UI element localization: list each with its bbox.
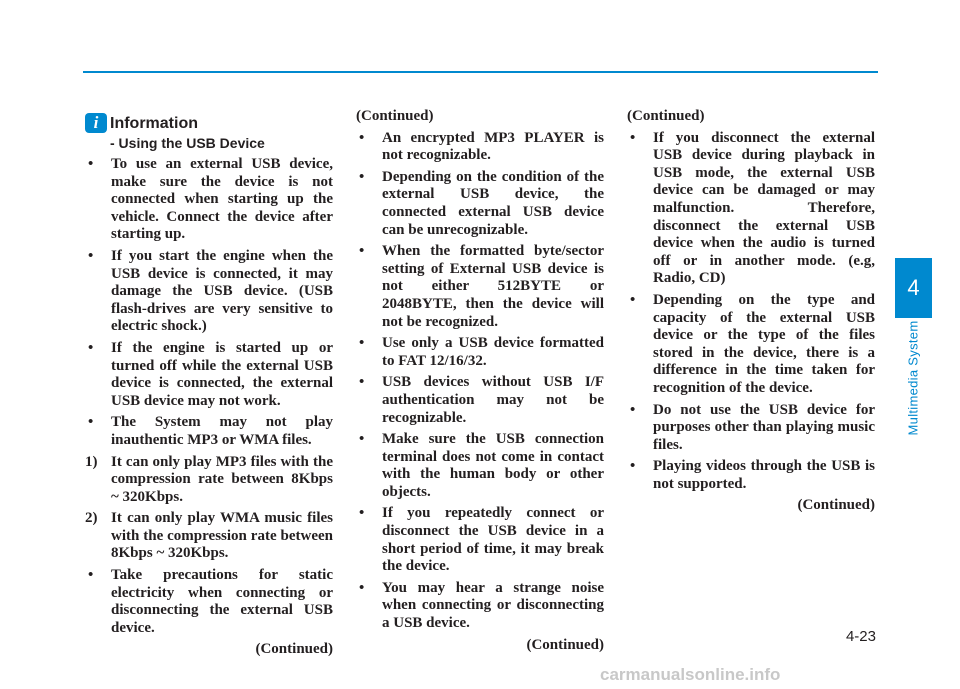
list-bullet: • bbox=[359, 335, 365, 352]
list-item-text: It can only play MP3 files with the compression rate between 8Kbps ~ 320Kbps. bbox=[111, 453, 333, 505]
list-bullet: • bbox=[359, 505, 365, 522]
list-item bbox=[85, 454, 333, 507]
list-bullet: • bbox=[359, 579, 365, 596]
column-2 bbox=[356, 108, 604, 654]
continued-note: (Continued) bbox=[797, 497, 875, 514]
list-item-text: When the formatted byte/sector setting of External USB device is not either 512BYTE or 2048BYTE, then the device will not be recognized. bbox=[382, 243, 604, 330]
list-item-text: To use an external USB device, make sure the device is not connected when starting up the vehicle. Connect the device after starting up. bbox=[111, 156, 333, 243]
list-item bbox=[85, 248, 333, 336]
list-item bbox=[356, 580, 604, 633]
list-item-text: Playing videos through the USB is not supported. bbox=[653, 458, 875, 492]
list-bullet: • bbox=[88, 247, 94, 264]
list-bullet: • bbox=[359, 168, 365, 185]
list-item bbox=[627, 402, 875, 455]
list-item-text: If you repeatedly connect or disconnect the USB device in a short period of time, it may break the device. bbox=[382, 505, 604, 575]
list-item bbox=[356, 335, 604, 370]
list-item-text: Use only a USB device formatted to FAT 12/16/32. bbox=[382, 335, 604, 369]
list-item-text: If the engine is started up or turned off while the external USB device is connected, the external USB device may not work. bbox=[111, 339, 333, 409]
list-item bbox=[356, 431, 604, 501]
list-item bbox=[627, 130, 875, 288]
list-item bbox=[85, 414, 333, 449]
list-item bbox=[85, 340, 333, 410]
watermark: carmanualsonline.info bbox=[600, 665, 781, 684]
list-bullet: • bbox=[359, 243, 365, 260]
list-item-text: You may hear a strange noise when connecting or disconnecting a USB device. bbox=[382, 579, 604, 632]
info-icon: i bbox=[85, 113, 107, 133]
list-item-text: Do not use the USB device for purposes other than playing music files. bbox=[653, 401, 875, 453]
list-item-text: Depending on the condition of the external USB device, the connected external USB device can be unrecognizable. bbox=[382, 168, 604, 238]
info-header bbox=[85, 114, 333, 134]
list-bullet: 1) bbox=[85, 453, 98, 470]
list-item bbox=[356, 243, 604, 331]
continued-note: (Continued) bbox=[255, 641, 333, 658]
list-item-text: USB devices without USB I/F authentication may not be recognizable. bbox=[382, 374, 604, 426]
chapter-tab[interactable]: 4 bbox=[895, 258, 932, 318]
chapter-label: Multimedia System bbox=[905, 320, 921, 436]
list-item bbox=[627, 458, 875, 493]
list-bullet: 2) bbox=[85, 510, 98, 527]
list-item bbox=[356, 374, 604, 427]
list-item bbox=[356, 505, 604, 575]
list-bullet: • bbox=[88, 339, 94, 356]
list-item-text: If you disconnect the external USB device during playback in USB mode, the external USB device can be damaged or may malfunction. Therefore, disconnect the external USB device when the audio is turned off or in another mode. (e.g, Radio, CD) bbox=[653, 129, 875, 287]
info-title: Information bbox=[110, 115, 198, 132]
list-bullet: • bbox=[359, 431, 365, 448]
column-1 bbox=[85, 108, 333, 659]
list-item bbox=[85, 567, 333, 637]
list-bullet: • bbox=[88, 567, 94, 584]
continued-note: (Continued) bbox=[526, 636, 604, 653]
list-bullet: • bbox=[630, 458, 636, 475]
list-bullet: • bbox=[88, 156, 94, 172]
list-item bbox=[85, 510, 333, 563]
column-3-list bbox=[627, 130, 875, 494]
list-item bbox=[356, 130, 604, 165]
info-subtitle: - Using the USB Device bbox=[110, 135, 265, 151]
list-bullet: • bbox=[630, 291, 636, 308]
list-item-text: The System may not play inauthentic MP3 or WMA files. bbox=[111, 414, 333, 448]
list-bullet: • bbox=[359, 129, 365, 146]
page-number: 4-23 bbox=[845, 628, 876, 645]
continued-heading: (Continued) bbox=[627, 108, 705, 124]
list-item bbox=[627, 292, 875, 398]
list-item-text: It can only play WMA music files with the compression rate between 8Kbps ~ 320Kbps. bbox=[111, 510, 333, 562]
column-1-list bbox=[85, 156, 333, 637]
list-bullet: • bbox=[630, 401, 636, 418]
list-item bbox=[356, 169, 604, 239]
list-item-text: If you start the engine when the USB device is connected, it may damage the USB device. (USB flash-drives are very sensitive to electric shock.) bbox=[111, 247, 333, 335]
list-bullet: • bbox=[359, 374, 365, 391]
list-item bbox=[85, 156, 333, 244]
list-item-text: Depending on the type and capacity of the external USB device or the type of the files stored in the device, there is a difference in the time taken for recognition of the device. bbox=[653, 291, 875, 396]
list-bullet: • bbox=[88, 414, 94, 431]
list-item-text: Take precautions for static electricity when connecting or disconnecting the external USB device. bbox=[111, 567, 333, 636]
column-2-list bbox=[356, 130, 604, 633]
column-3 bbox=[627, 108, 875, 515]
list-item-text: Make sure the USB connection terminal does not come in contact with the human body or other objects. bbox=[382, 431, 604, 500]
list-item-text: An encrypted MP3 PLAYER is not recognizable. bbox=[382, 129, 604, 164]
continued-heading: (Continued) bbox=[356, 108, 434, 124]
list-bullet: • bbox=[630, 129, 636, 146]
top-rule bbox=[83, 71, 878, 73]
